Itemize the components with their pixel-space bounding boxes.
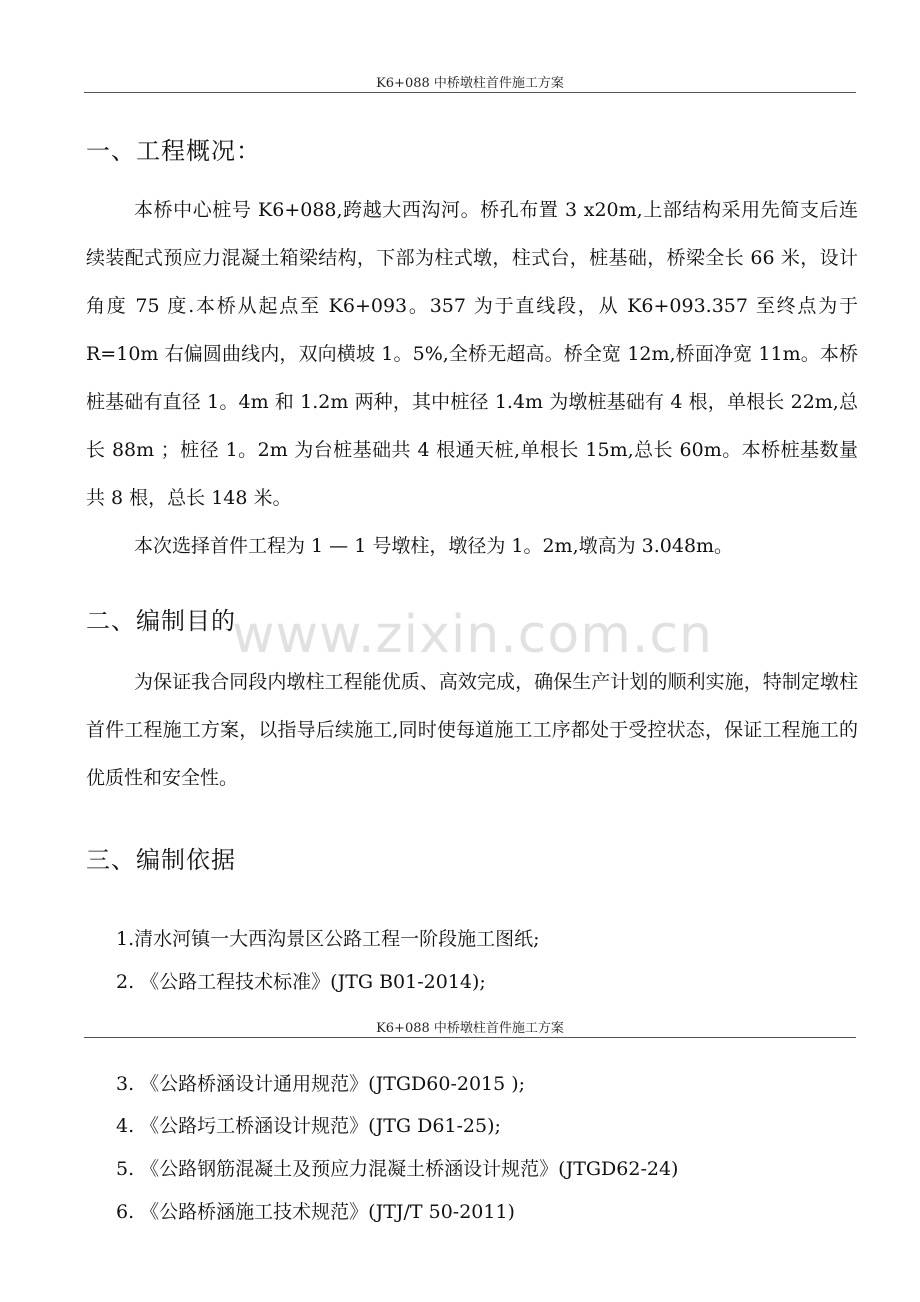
reference-item: 3. 《公路桥涵设计通用规范》(JTGD60-2015 ); — [116, 1073, 526, 1095]
reference-item: 5. 《公路钢筋混凝土及预应力混凝土桥涵设计规范》(JTGD62-24) — [116, 1158, 679, 1180]
first-article-paragraph: 本次选择首件工程为 1 — 1 号墩柱，墩径为 1。2m,墩高为 3.048m。 — [134, 535, 734, 557]
reference-item: 1.清水河镇一大西沟景区公路工程一阶段施工图纸; — [116, 928, 540, 950]
purpose-paragraph: 为保证我合同段内墩柱工程能优质、高效完成，确保生产计划的顺利实施，特制定墩柱首件工程施工方案，以指导后续施工,同时使每道施工工序都处于受控状态，保证工程施工的优质性和安全性。 — [86, 671, 858, 789]
header-rule — [84, 92, 856, 93]
running-header-title: K6+088 中桥墩柱首件施工方案 — [376, 1021, 564, 1036]
running-header-title: K6+088 中桥墩柱首件施工方案 — [376, 76, 564, 91]
running-header — [84, 76, 856, 92]
section-heading-purpose: 二、编制目的 — [86, 607, 236, 635]
reference-item: 4. 《公路圬工桥涵设计规范》(JTG D61-25); — [116, 1115, 501, 1137]
running-header — [84, 1021, 856, 1037]
header-rule — [84, 1037, 856, 1038]
section-heading-overview: 一、工程概况： — [86, 137, 261, 165]
reference-item: 6. 《公路桥涵施工技术规范》(JTJ/T 50-2011) — [116, 1201, 515, 1223]
overview-paragraph: 本桥中心桩号 K6+088,跨越大西沟河。桥孔布置 3 x20m,上部结构采用先简支后连续装配式预应力混凝土箱梁结构，下部为柱式墩，柱式台，桩基础，桥梁全长 66 米，设计角度 75 度.本桥从起点至 K6+093。357 为于直线段，从 K6+093.357 至终点为于 R=10m 右偏圆曲线内，双向横坡 1。5%,全桥无超高。桥全宽 12m,桥面净宽 11m。本桥桩基础有直径 1。4m 和 1.2m 两种，其中桩径 1.4m 为墩桩基础有 4 根，单根长 22m,总长 88m ；桩径 1。2m 为台桩基础共 4 根通天桩,单根长 15m,总长 60m。本桥桩基数量共 8 根，总长 148 米。 — [86, 199, 858, 509]
watermark: www.zixin.com.cn — [232, 605, 713, 665]
section-heading-basis: 三、编制依据 — [86, 846, 236, 874]
reference-item: 2. 《公路工程技术标准》(JTG B01-2014); — [116, 971, 486, 993]
